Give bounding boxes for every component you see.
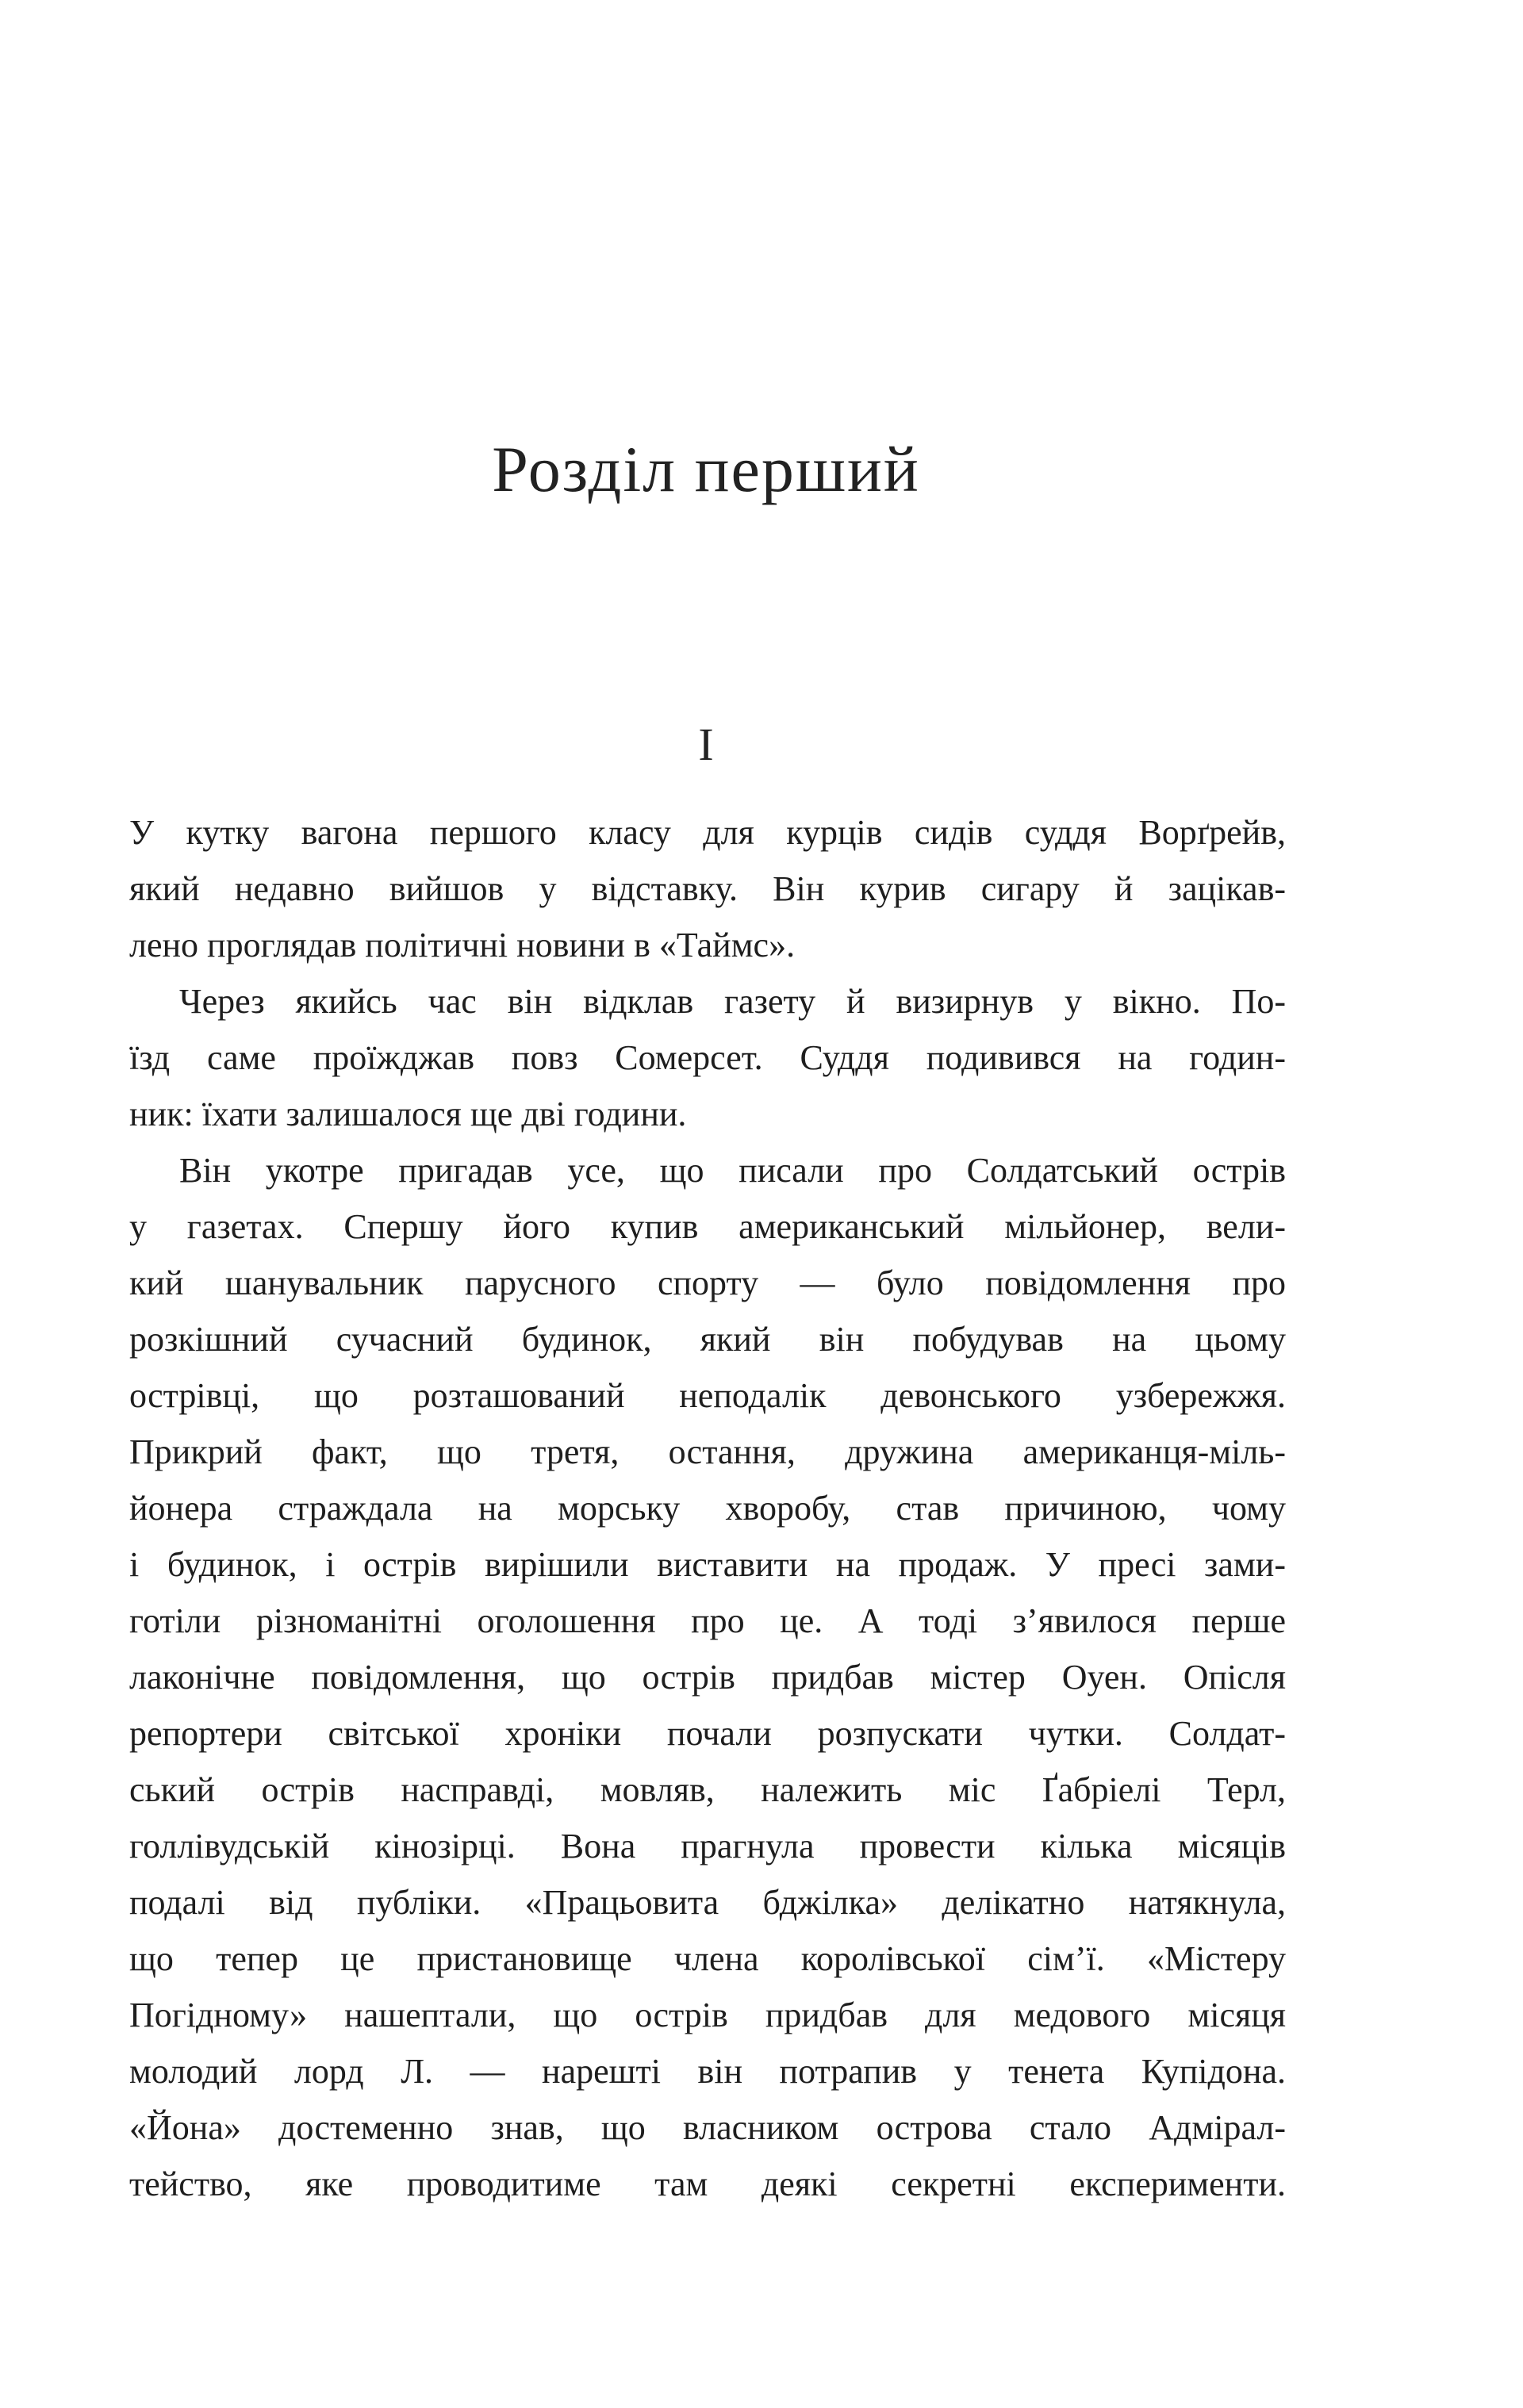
paragraph [129,1142,1286,2212]
text-line: Через якийсь час він відклав газету й визирнув у вікно. По- [179,982,1286,1021]
text-line: голлівудській кінозірці. Вона прагнула провести кілька місяців [129,1827,1286,1865]
text-line: У кутку вагона першого класу для курців сидів суддя Ворґрейв, [129,813,1286,852]
text-line: і будинок, і острів вирішили виставити на продаж. У пресі зами- [129,1545,1286,1584]
text-line: Він укотре пригадав усе, що писали про Солдатський острів [179,1151,1286,1190]
text-line: «Йона» достеменно знав, що власником острова стало Адмірал- [129,2108,1286,2147]
text-line: ський острів насправді, мовляв, належить міс Ґабріелі Терл, [129,1770,1286,1809]
text-line: подалі від публіки. «Працьовита бджілка» делікатно натякнула, [129,1883,1286,1922]
text-line: готіли різноманітні оголошення про це. А тоді з’явилося перше [129,1601,1286,1640]
text-line: який недавно вийшов у відставку. Він курив сигару й зацікав- [129,869,1286,908]
text-line: репортери світської хроніки почали розпускати чутки. Солдат- [129,1714,1286,1753]
text-line: у газетах. Спершу його купив американський мільйонер, вели- [129,1207,1286,1246]
text-line: острівці, що розташований неподалік девонського узбережжя. [129,1376,1286,1415]
text-line: лено проглядав політичні новини в «Таймс». [129,926,796,964]
paragraph [129,973,1286,1142]
text-line: Прикрий факт, що третя, остання, дружина американця-міль- [129,1432,1286,1471]
text-line: розкішний сучасний будинок, який він побудував на цьому [129,1320,1286,1359]
text-line: ник: їхати залишалося ще дві години. [129,1095,687,1133]
text-line: що тепер це пристановище члена королівської сім’ї. «Містеру [129,1939,1286,1978]
text-line: йонера страждала на морську хворобу, став причиною, чому [129,1489,1286,1528]
text-line: кий шанувальник парусного спорту — було повідомлення про [129,1263,1286,1302]
body-text [129,804,1286,2212]
chapter-title: Розділ перший [492,433,920,505]
text-line: молодий лорд Л. — нарешті він потрапив у тенета Купідона. [129,2052,1286,2091]
section-number: I [698,719,714,770]
paragraph [129,804,1286,973]
text-line: лаконічне повідомлення, що острів придбав містер Оуен. Опісля [129,1658,1286,1697]
text-line: Погідному» нашептали, що острів придбав для медового місяця [129,1996,1286,2034]
text-line: тейство, яке проводитиме там деякі секретні експерименти. [129,2165,1286,2203]
text-line: їзд саме проїжджав повз Сомерсет. Суддя подивився на годин- [129,1038,1286,1077]
